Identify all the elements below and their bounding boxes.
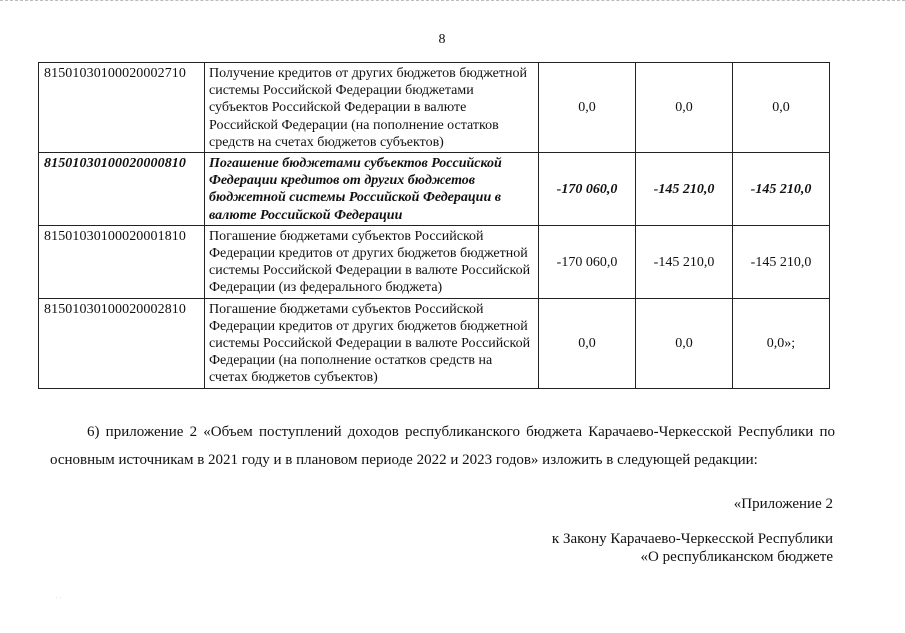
value-2021: -170 060,0 <box>539 225 636 298</box>
row-name: Получение кредитов от других бюджетов бюджетной системы Российской Федерации бюджетами субъектов Российской Федерации в валюте Российской Федерации (на пополнение остатков средств на счетах бюджетов субъектов) <box>205 63 539 153</box>
value-2022: -145 210,0 <box>636 153 733 226</box>
table-row <box>39 298 830 388</box>
budget-sources-table <box>38 62 830 389</box>
appendix-law-line: к Закону Карачаево-Черкесской Республики <box>551 531 833 547</box>
table-row <box>39 225 830 298</box>
page-number: 8 <box>438 32 446 47</box>
table-row <box>39 153 830 226</box>
top-divider <box>0 0 905 3</box>
value-2021: 0,0 <box>539 298 636 388</box>
value-2023: -145 210,0 <box>733 153 830 226</box>
row-name: Погашение бюджетами субъектов Российской Федерации кредитов от других бюджетов бюджетной системы Российской Федерации в валюте Российской Федерации (из федерального бюджета) <box>205 225 539 298</box>
row-code: 81501030100020001810 <box>39 225 205 298</box>
value-2023: 0,0»; <box>733 298 830 388</box>
row-name: Погашение бюджетами субъектов Российской Федерации кредитов от других бюджетов бюджетной системы Российской Федерации в валюте Российской Федерации (на пополнение остатков средств на счетах бюджетов субъектов) <box>205 298 539 388</box>
appendix-budget-line: «О республиканском бюджете <box>640 549 833 565</box>
value-2021: -170 060,0 <box>539 153 636 226</box>
row-name: Погашение бюджетами субъектов Российской Федерации кредитов от других бюджетов бюджетной системы Российской Федерации в валюте Российской Федерации <box>205 153 539 226</box>
value-2022: -145 210,0 <box>636 225 733 298</box>
table-row <box>39 63 830 153</box>
value-2023: 0,0 <box>733 63 830 153</box>
value-2021: 0,0 <box>539 63 636 153</box>
amendment-paragraph: 6) приложение 2 «Объем поступлений доходов республиканского бюджета Карачаево-Черкесской Республики по основным источникам в 2021 году и в плановом периоде 2022 и 2023 годов» изложить в следующей редакции: <box>50 424 835 468</box>
value-2022: 0,0 <box>636 298 733 388</box>
value-2022: 0,0 <box>636 63 733 153</box>
row-code: 81501030100020002810 <box>39 298 205 388</box>
value-2023: -145 210,0 <box>733 225 830 298</box>
row-code: 81501030100020002710 <box>39 63 205 153</box>
scan-artifact: · · <box>55 594 62 602</box>
appendix-title: «Приложение 2 <box>733 496 833 512</box>
row-code: 81501030100020000810 <box>39 153 205 226</box>
